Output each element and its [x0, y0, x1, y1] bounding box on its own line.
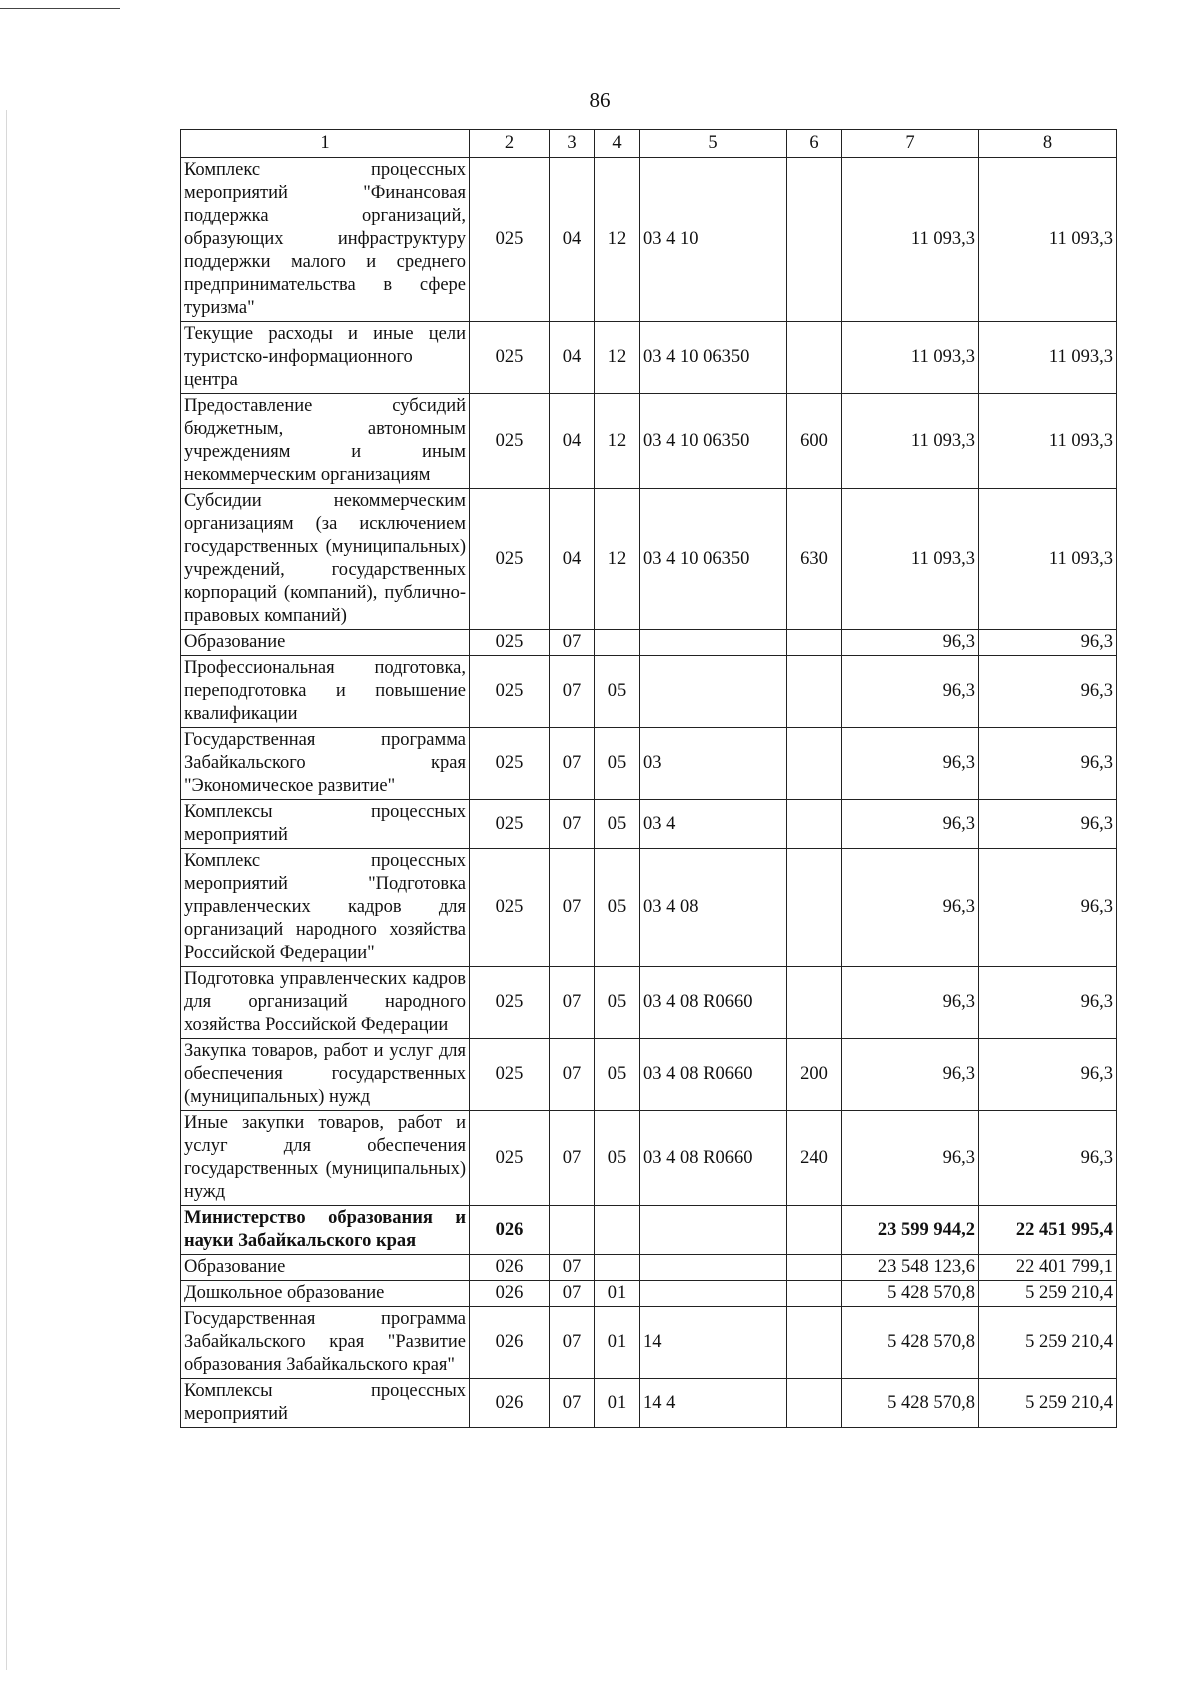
row-name-cell: Образование — [181, 630, 470, 656]
expense-type-cell — [787, 158, 842, 322]
row-name-cell: Иные закупки товаров, работ и услуг для обеспечения государственных (муниципальных) нужд — [181, 1111, 470, 1206]
row-name-cell: Комплексы процессных мероприятий — [181, 1379, 470, 1428]
section-code-cell: 07 — [550, 1379, 595, 1428]
amount-year2-cell: 22 401 799,1 — [979, 1255, 1117, 1281]
expense-type-cell — [787, 967, 842, 1039]
subsection-code-cell: 05 — [595, 728, 640, 800]
section-code-cell: 07 — [550, 1039, 595, 1111]
table-row — [181, 800, 1117, 849]
admin-code-cell: 026 — [470, 1255, 550, 1281]
amount-year1-cell: 96,3 — [842, 1111, 979, 1206]
target-article-cell — [640, 630, 787, 656]
row-name-cell: Комплексы процессных мероприятий — [181, 800, 470, 849]
subsection-code-cell — [595, 1206, 640, 1255]
row-name-cell: Комплекс процессных мероприятий "Подготовка управленческих кадров для организаций народного хозяйства Российской Федерации" — [181, 849, 470, 967]
section-code-cell: 07 — [550, 1307, 595, 1379]
admin-code-cell: 026 — [470, 1379, 550, 1428]
table-row — [181, 630, 1117, 656]
admin-code-cell: 025 — [470, 728, 550, 800]
amount-year2-cell: 5 259 210,4 — [979, 1307, 1117, 1379]
column-header: 1 — [181, 130, 470, 158]
expense-type-cell — [787, 800, 842, 849]
expense-type-cell — [787, 1379, 842, 1428]
expense-type-cell: 240 — [787, 1111, 842, 1206]
amount-year2-cell: 96,3 — [979, 630, 1117, 656]
admin-code-cell: 026 — [470, 1307, 550, 1379]
amount-year2-cell: 5 259 210,4 — [979, 1281, 1117, 1307]
target-article-cell: 03 4 10 06350 — [640, 394, 787, 489]
admin-code-cell: 026 — [470, 1281, 550, 1307]
row-name-cell: Предоставление субсидий бюджетным, автономным учреждениям и иным некоммерческим организациям — [181, 394, 470, 489]
amount-year1-cell: 96,3 — [842, 728, 979, 800]
row-name-cell: Закупка товаров, работ и услуг для обеспечения государственных (муниципальных) нужд — [181, 1039, 470, 1111]
amount-year1-cell: 96,3 — [842, 1039, 979, 1111]
amount-year2-cell: 5 259 210,4 — [979, 1379, 1117, 1428]
row-name-cell: Субсидии некоммерческим организациям (за исключением государственных (муниципальных) учреждений, государственных корпораций (компаний), публично-правовых компаний) — [181, 489, 470, 630]
section-code-cell: 07 — [550, 656, 595, 728]
amount-year1-cell: 96,3 — [842, 967, 979, 1039]
expense-type-cell — [787, 656, 842, 728]
amount-year1-cell: 96,3 — [842, 800, 979, 849]
subsection-code-cell: 01 — [595, 1379, 640, 1428]
target-article-cell: 03 4 08 R0660 — [640, 967, 787, 1039]
amount-year2-cell: 96,3 — [979, 800, 1117, 849]
row-name-cell: Текущие расходы и иные цели туристско-информационного центра — [181, 322, 470, 394]
amount-year2-cell: 96,3 — [979, 728, 1117, 800]
table-row — [181, 489, 1117, 630]
amount-year2-cell: 96,3 — [979, 1039, 1117, 1111]
admin-code-cell: 025 — [470, 322, 550, 394]
row-name-cell: Профессиональная подготовка, переподготовка и повышение квалификации — [181, 656, 470, 728]
expense-type-cell: 200 — [787, 1039, 842, 1111]
section-code-cell: 04 — [550, 322, 595, 394]
section-code-cell: 07 — [550, 967, 595, 1039]
subsection-code-cell: 05 — [595, 1111, 640, 1206]
table-row — [181, 1255, 1117, 1281]
budget-table — [180, 129, 1117, 1428]
subsection-code-cell: 05 — [595, 967, 640, 1039]
target-article-cell: 03 4 10 06350 — [640, 322, 787, 394]
amount-year1-cell: 5 428 570,8 — [842, 1379, 979, 1428]
admin-code-cell: 025 — [470, 656, 550, 728]
table-row — [181, 1281, 1117, 1307]
amount-year2-cell: 11 093,3 — [979, 489, 1117, 630]
scan-mark — [0, 8, 120, 9]
amount-year2-cell: 96,3 — [979, 656, 1117, 728]
amount-year1-cell: 11 093,3 — [842, 158, 979, 322]
expense-type-cell — [787, 849, 842, 967]
admin-code-cell: 026 — [470, 1206, 550, 1255]
admin-code-cell: 025 — [470, 489, 550, 630]
table-row — [181, 1111, 1117, 1206]
table-row — [181, 849, 1117, 967]
section-code-cell — [550, 1206, 595, 1255]
target-article-cell: 14 — [640, 1307, 787, 1379]
page-number: 86 — [589, 88, 611, 112]
expense-type-cell — [787, 322, 842, 394]
scan-margin-line — [6, 110, 7, 1670]
section-code-cell: 07 — [550, 1111, 595, 1206]
expense-type-cell — [787, 728, 842, 800]
amount-year1-cell: 11 093,3 — [842, 394, 979, 489]
section-code-cell: 07 — [550, 728, 595, 800]
table-row — [181, 1039, 1117, 1111]
row-name-cell: Министерство образования и науки Забайкальского края — [181, 1206, 470, 1255]
expense-type-cell — [787, 1281, 842, 1307]
row-name-cell: Государственная программа Забайкальского края "Развитие образования Забайкальского края" — [181, 1307, 470, 1379]
expense-type-cell — [787, 630, 842, 656]
amount-year2-cell: 22 451 995,4 — [979, 1206, 1117, 1255]
column-header: 4 — [595, 130, 640, 158]
target-article-cell — [640, 1206, 787, 1255]
amount-year1-cell: 5 428 570,8 — [842, 1307, 979, 1379]
admin-code-cell: 025 — [470, 158, 550, 322]
admin-code-cell: 025 — [470, 1039, 550, 1111]
table-row — [181, 394, 1117, 489]
section-code-cell: 07 — [550, 630, 595, 656]
admin-code-cell: 025 — [470, 394, 550, 489]
amount-year2-cell: 96,3 — [979, 967, 1117, 1039]
amount-year1-cell: 96,3 — [842, 849, 979, 967]
section-code-cell: 04 — [550, 394, 595, 489]
subsection-code-cell: 05 — [595, 849, 640, 967]
subsection-code-cell — [595, 1255, 640, 1281]
subsection-code-cell: 12 — [595, 158, 640, 322]
amount-year2-cell: 11 093,3 — [979, 322, 1117, 394]
column-header: 5 — [640, 130, 787, 158]
column-header: 2 — [470, 130, 550, 158]
amount-year1-cell: 96,3 — [842, 656, 979, 728]
table-row — [181, 728, 1117, 800]
row-name-cell: Подготовка управленческих кадров для организаций народного хозяйства Российской Федерации — [181, 967, 470, 1039]
subsection-code-cell: 12 — [595, 322, 640, 394]
subsection-code-cell — [595, 630, 640, 656]
section-code-cell: 04 — [550, 158, 595, 322]
expense-type-cell: 630 — [787, 489, 842, 630]
expense-type-cell — [787, 1307, 842, 1379]
admin-code-cell: 025 — [470, 1111, 550, 1206]
target-article-cell — [640, 1255, 787, 1281]
amount-year1-cell: 11 093,3 — [842, 322, 979, 394]
amount-year1-cell: 23 548 123,6 — [842, 1255, 979, 1281]
amount-year1-cell: 96,3 — [842, 630, 979, 656]
column-header: 8 — [979, 130, 1117, 158]
amount-year1-cell: 5 428 570,8 — [842, 1281, 979, 1307]
amount-year2-cell: 11 093,3 — [979, 158, 1117, 322]
target-article-cell: 03 4 10 06350 — [640, 489, 787, 630]
table-row — [181, 1379, 1117, 1428]
subsection-code-cell: 01 — [595, 1281, 640, 1307]
row-name-cell: Дошкольное образование — [181, 1281, 470, 1307]
table-row — [181, 1307, 1117, 1379]
table-row — [181, 158, 1117, 322]
target-article-cell: 03 4 08 R0660 — [640, 1039, 787, 1111]
admin-code-cell: 025 — [470, 967, 550, 1039]
subsection-code-cell: 12 — [595, 489, 640, 630]
amount-year2-cell: 96,3 — [979, 1111, 1117, 1206]
target-article-cell: 14 4 — [640, 1379, 787, 1428]
expense-type-cell — [787, 1206, 842, 1255]
section-code-cell: 04 — [550, 489, 595, 630]
row-name-cell: Комплекс процессных мероприятий "Финансовая поддержка организаций, образующих инфраструктуру поддержки малого и среднего предпринимательства в сфере туризма" — [181, 158, 470, 322]
target-article-cell: 03 4 08 — [640, 849, 787, 967]
section-code-cell: 07 — [550, 800, 595, 849]
column-header: 6 — [787, 130, 842, 158]
subsection-code-cell: 05 — [595, 656, 640, 728]
subsection-code-cell: 01 — [595, 1307, 640, 1379]
target-article-cell: 03 4 10 — [640, 158, 787, 322]
amount-year2-cell: 96,3 — [979, 849, 1117, 967]
column-header: 7 — [842, 130, 979, 158]
target-article-cell: 03 4 — [640, 800, 787, 849]
target-article-cell: 03 — [640, 728, 787, 800]
amount-year1-cell: 11 093,3 — [842, 489, 979, 630]
amount-year2-cell: 11 093,3 — [979, 394, 1117, 489]
table-row — [181, 1206, 1117, 1255]
row-name-cell: Государственная программа Забайкальского края "Экономическое развитие" — [181, 728, 470, 800]
expense-type-cell: 600 — [787, 394, 842, 489]
row-name-cell: Образование — [181, 1255, 470, 1281]
target-article-cell — [640, 1281, 787, 1307]
section-code-cell: 07 — [550, 1255, 595, 1281]
target-article-cell: 03 4 08 R0660 — [640, 1111, 787, 1206]
section-code-cell: 07 — [550, 849, 595, 967]
subsection-code-cell: 05 — [595, 1039, 640, 1111]
table-row — [181, 656, 1117, 728]
table-row — [181, 967, 1117, 1039]
table-row — [181, 322, 1117, 394]
column-header: 3 — [550, 130, 595, 158]
subsection-code-cell: 12 — [595, 394, 640, 489]
admin-code-cell: 025 — [470, 800, 550, 849]
admin-code-cell: 025 — [470, 849, 550, 967]
subsection-code-cell: 05 — [595, 800, 640, 849]
target-article-cell — [640, 656, 787, 728]
amount-year1-cell: 23 599 944,2 — [842, 1206, 979, 1255]
section-code-cell: 07 — [550, 1281, 595, 1307]
table-header-row — [181, 130, 1117, 158]
expense-type-cell — [787, 1255, 842, 1281]
admin-code-cell: 025 — [470, 630, 550, 656]
